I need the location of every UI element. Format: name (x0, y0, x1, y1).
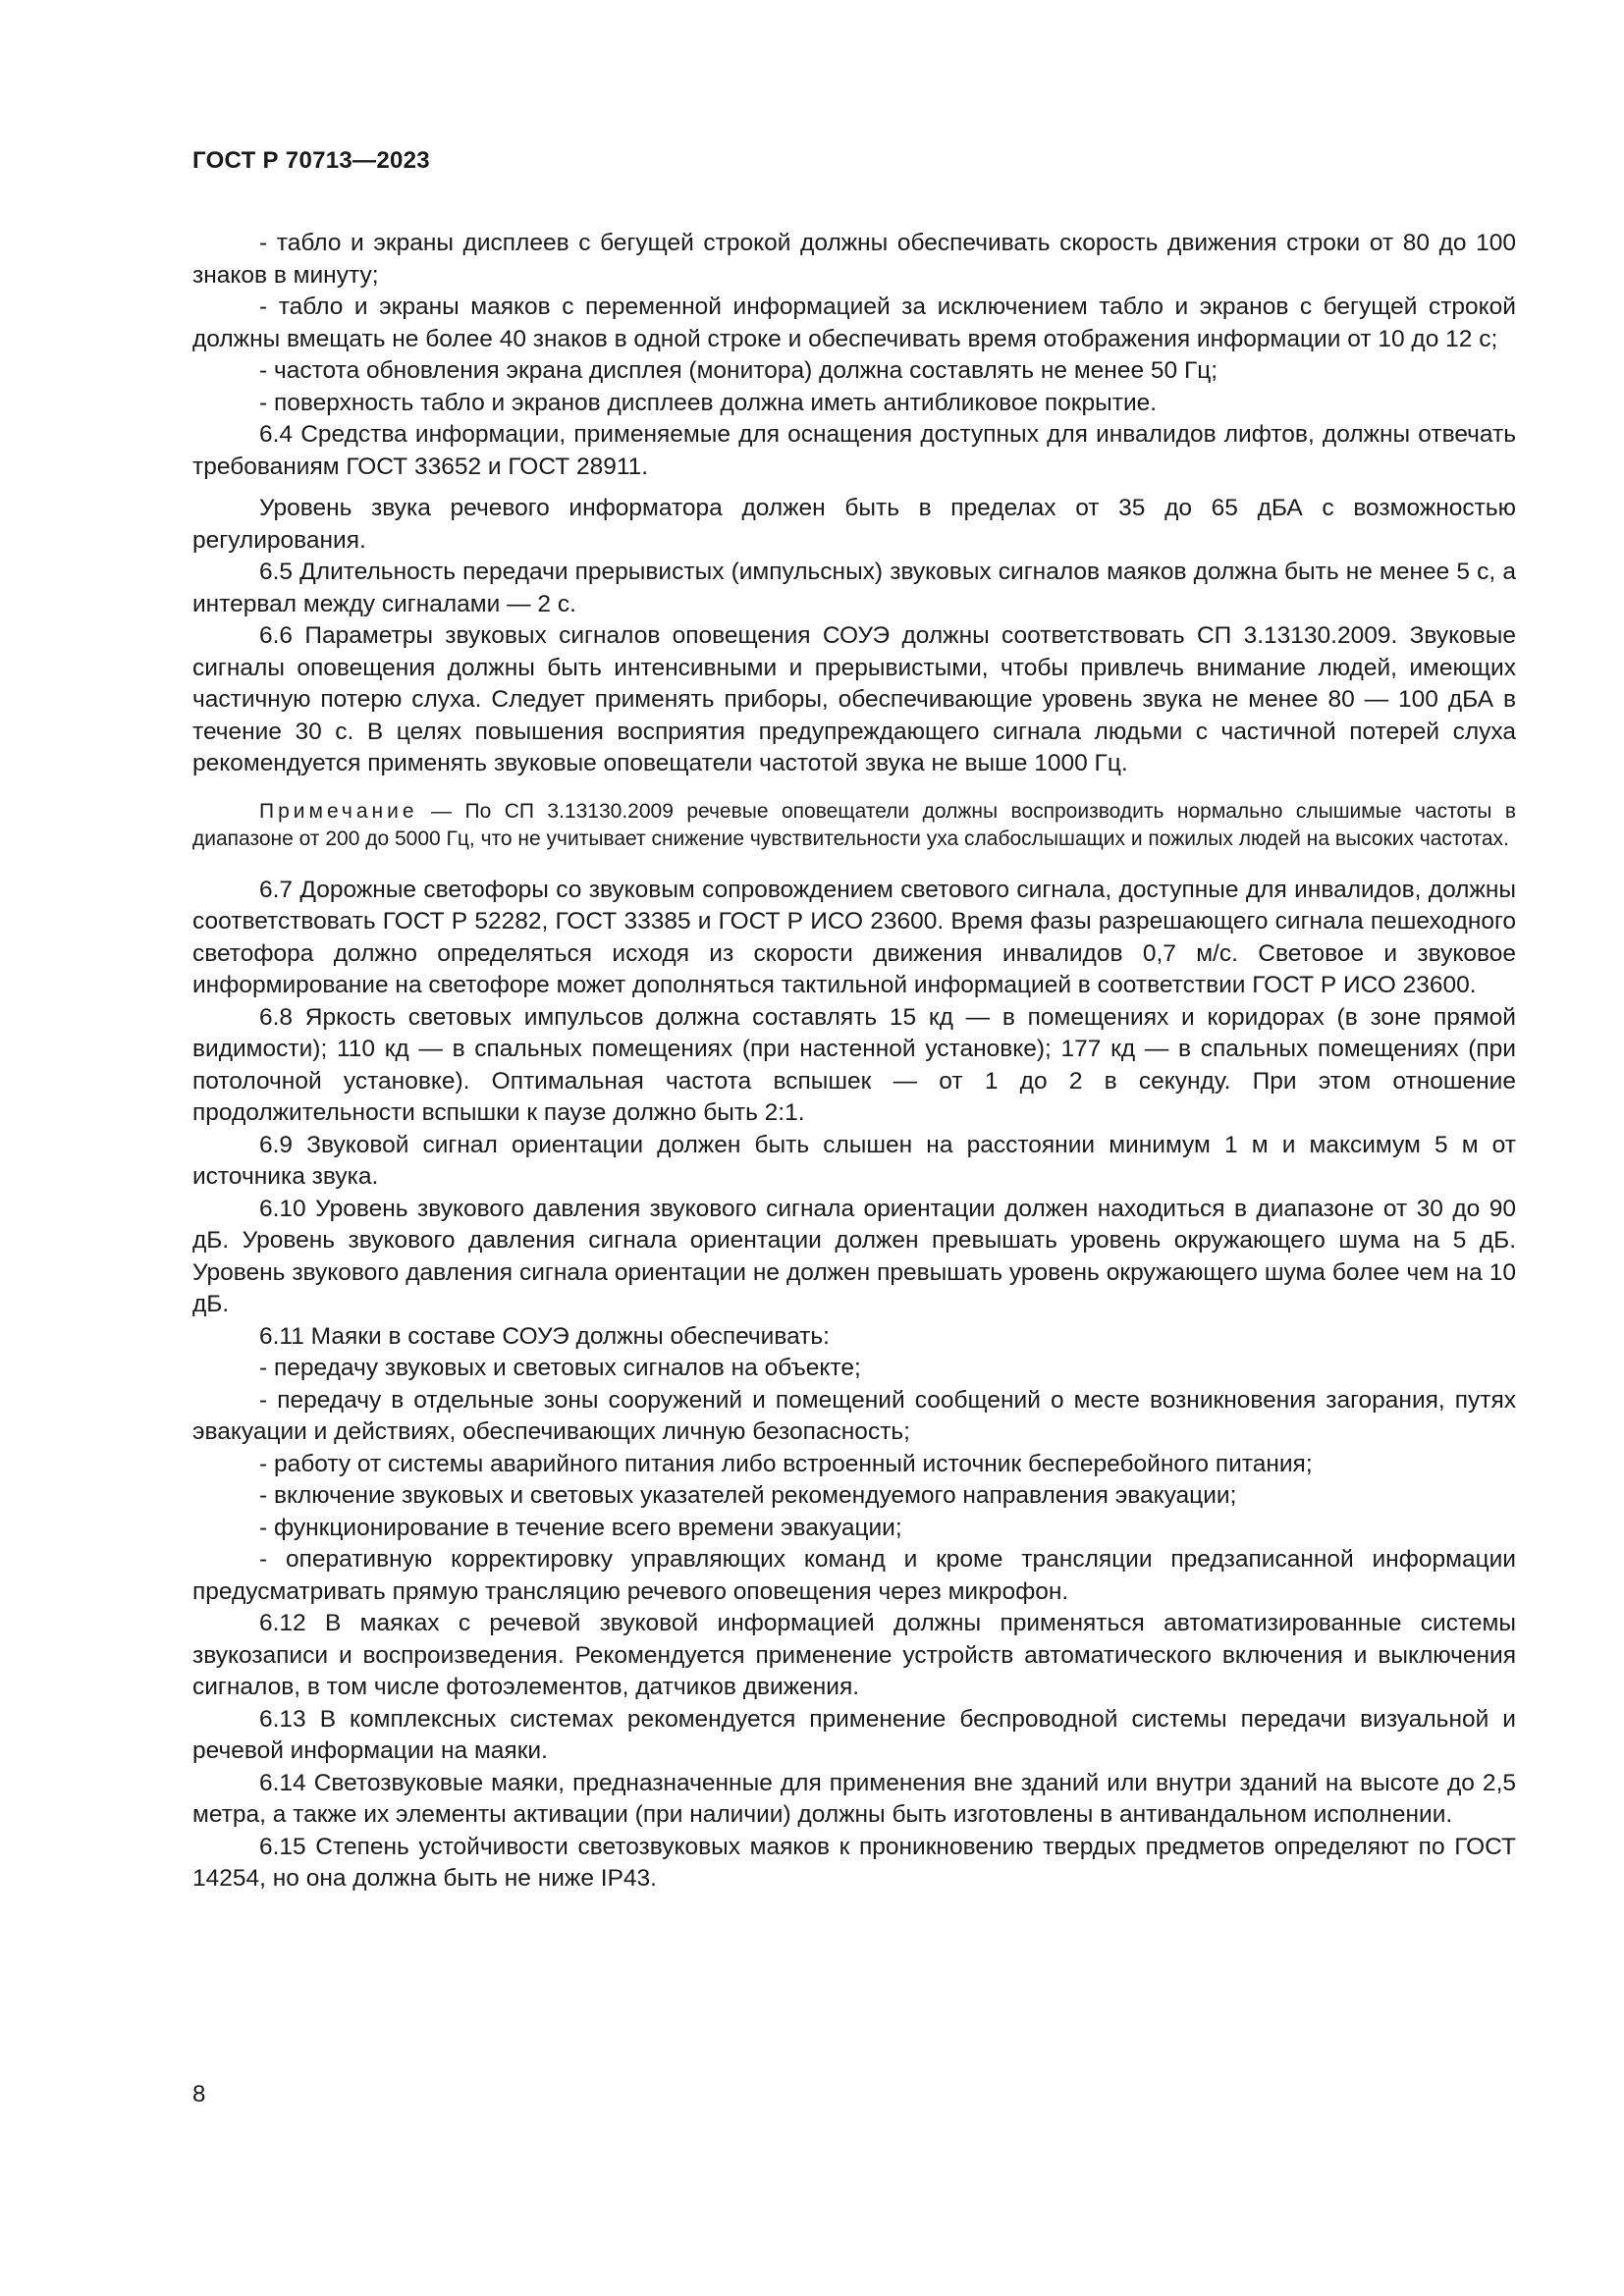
note-text: — По СП 3.13130.2009 речевые оповещатели должны воспроизводить нормально слышимые частоты в диапазоне от 200 до 5000 Гц, что не учитывает снижение чувствительности уха слабослышащих и пожилых людей на высоких частотах. (192, 799, 1516, 850)
paragraph: - табло и экраны дисплеев с бегущей строкой должны обеспечивать скорость движения строки от 80 до 100 знаков в минуту; (192, 230, 1516, 289)
paragraph: 6.11 Маяки в составе СОУЭ должны обеспечивать: (259, 1322, 830, 1350)
list-item: - передачу в отдельные зоны сооружений и помещений сообщений о месте возникновения загорания, путях эвакуации и действиях, обеспечивающих личную безопасность; (192, 1386, 1516, 1445)
list-item: - функционирование в течение всего времени эвакуации; (259, 1514, 902, 1541)
paragraph: 6.15 Степень устойчивости светозвуковых маяков к проникновению твердых предметов определяют по ГОСТ 14254, но она должна быть не ниже IP43. (192, 1833, 1516, 1892)
paragraph: 6.5 Длительность передачи прерывистых (импульсных) звуковых сигналов маяков должна быть не менее 5 с, а интервал между сигналами — 2 с. (192, 559, 1516, 617)
paragraph: Уровень звука речевого информатора должен быть в пределах от 35 до 65 дБА с возможностью регулирования. (192, 495, 1516, 554)
paragraph: 6.14 Светозвуковые маяки, предназначенные для применения вне зданий или внутри зданий на высоте до 2,5 метра, а также их элементы активации (при наличии) должны быть изготовлены в антивандальном исполнении. (192, 1769, 1516, 1828)
note-label: Примечание (259, 799, 418, 823)
paragraph: 6.4 Средства информации, применяемые для оснащения доступных для инвалидов лифтов, должны отвечать требованиям ГОСТ 33652 и ГОСТ 28911. (192, 421, 1516, 480)
paragraph: 6.12 В маяках с речевой звуковой информацией должны применяться автоматизированные системы звукозаписи и воспроизведения. Рекомендуется применение устройств автоматического включения и выключения сигналов, в том числе фотоэлементов, датчиков движения. (192, 1610, 1516, 1700)
paragraph: - поверхность табло и экранов дисплеев должна иметь антибликовое покрытие. (259, 389, 1158, 416)
paragraph: - частота обновления экрана дисплея (монитора) должна составлять не менее 50 Гц; (259, 357, 1218, 384)
paragraph: 6.9 Звуковой сигнал ориентации должен быть слышен на расстоянии минимум 1 м и максимум 5 м от источника звука. (192, 1131, 1516, 1190)
paragraph: 6.13 В комплексных системах рекомендуется применение беспроводной системы передачи визуальной и речевой информации на маяки. (192, 1705, 1516, 1764)
paragraph: 6.6 Параметры звуковых сигналов оповещения СОУЭ должны соответствовать СП 3.13130.2009. Звуковые сигналы оповещения должны быть интенсивными и прерывистыми, чтобы привлечь внимание людей, имеющих частичную потерю слуха. Следует применять приборы, обеспечивающие уровень звука не менее 80 — 100 дБА в течение 30 с. В целях повышения восприятия предупреждающего сигнала людьми с частичной потерей слуха рекомендуется применять звуковые оповещатели частотой звука не выше 1000 Гц. (192, 622, 1516, 776)
document-header: ГОСТ Р 70713—2023 (192, 147, 430, 174)
paragraph: 6.8 Яркость световых импульсов должна составлять 15 кд — в помещениях и коридорах (в зоне прямой видимости); 110 кд — в спальных помещениях (при настенной установке); 177 кд — в спальных помещениях (при потолочной установке). Оптимальная частота вспышек — от 1 до 2 в секунду. При этом отношение продолжительности вспышки к паузе должно быть 2:1. (192, 1003, 1516, 1126)
document-body (192, 228, 1516, 1896)
list-item: - оперативную корректировку управляющих команд и кроме трансляции предзаписанной информации предусматривать прямую трансляцию речевого оповещения через микрофон. (192, 1546, 1516, 1605)
paragraph: 6.7 Дорожные светофоры со звуковым сопровождением светового сигнала, доступные для инвалидов, должны соответствовать ГОСТ Р 52282, ГОСТ 33385 и ГОСТ Р ИСО 23600. Время фазы разрешающего сигнала пешеходного светофора должно определяться исходя из скорости движения инвалидов 0,7 м/с. Световое и звуковое информирование на светофоре может дополняться тактильной информацией в соответствии ГОСТ Р ИСО 23600. (192, 876, 1516, 998)
list-item: - передачу звуковых и световых сигналов на объекте; (259, 1355, 861, 1381)
list-item: - работу от системы аварийного питания либо встроенный источник бесперебойного питания; (259, 1450, 1313, 1477)
list-item: - включение звуковых и световых указателей рекомендуемого направления эвакуации; (259, 1482, 1237, 1509)
note-block (192, 798, 1516, 853)
paragraph: - табло и экраны маяков с переменной информацией за исключением табло и экранов с бегущей строкой должны вмещать не более 40 знаков в одной строке и обеспечивать время отображения информации от 10 до 12 с; (192, 294, 1516, 352)
page-number: 8 (192, 2081, 206, 2108)
paragraph: 6.10 Уровень звукового давления звукового сигнала ориентации должен находиться в диапазоне от 30 до 90 дБ. Уровень звукового давления сигнала ориентации должен превышать уровень окружающего шума на 5 дБ. Уровень звукового давления сигнала ориентации не должен превышать уровень окружающего шума более чем на 10 дБ. (192, 1195, 1516, 1317)
